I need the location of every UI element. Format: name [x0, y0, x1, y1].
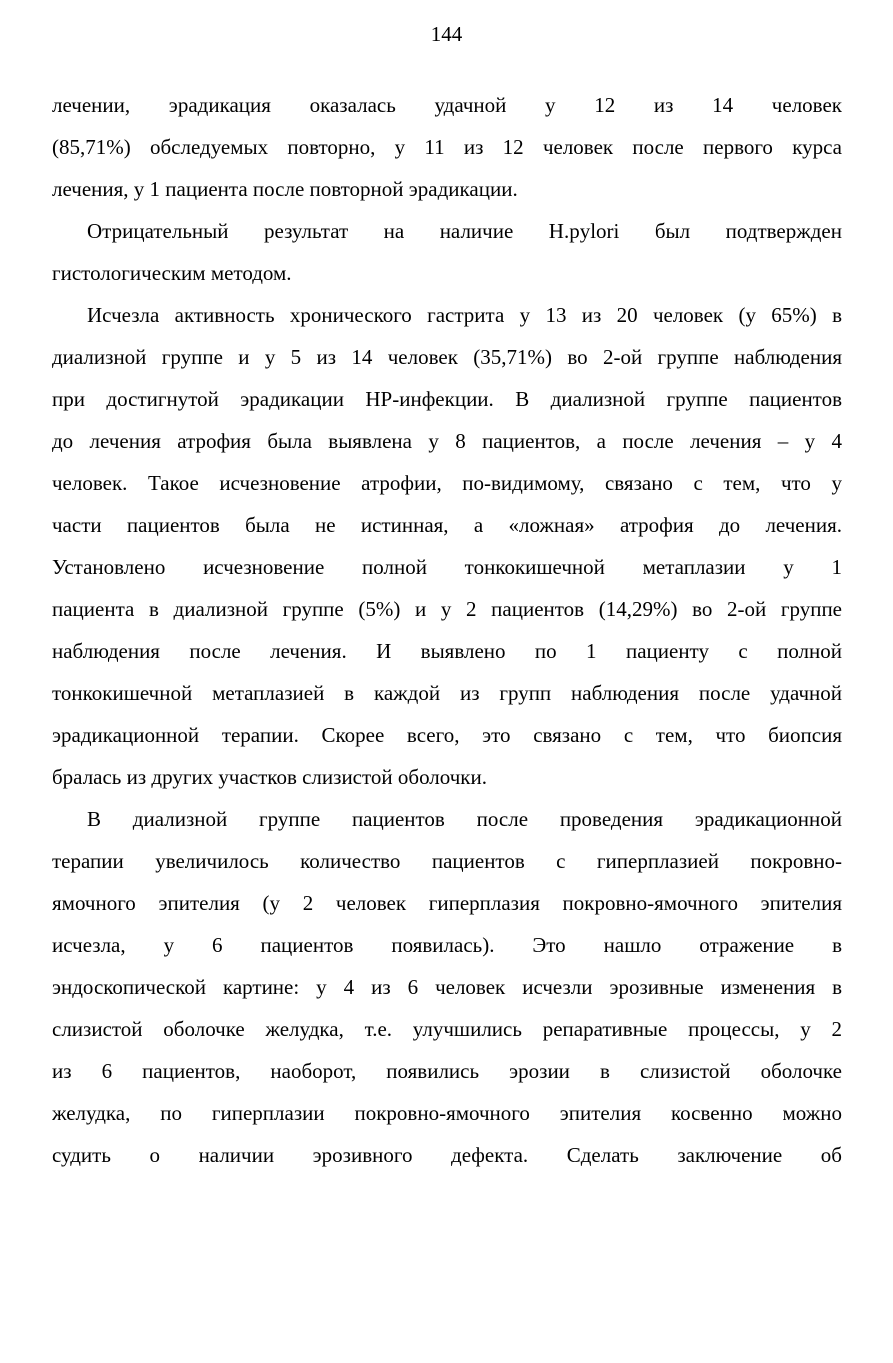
- text-line: терапии увеличилось количество пациентов с гиперплазией покровно-: [52, 849, 842, 873]
- text-line: лечения, у 1 пациента после повторной эрадикации.: [52, 177, 518, 201]
- text-line: В диализной группе пациентов после проведения эрадикационной: [87, 807, 842, 831]
- text-line: исчезла, у 6 пациентов появилась). Это нашло отражение в: [52, 933, 842, 957]
- text-line: гистологическим методом.: [52, 261, 292, 285]
- page-number: 144: [430, 22, 463, 46]
- text-line: до лечения атрофия была выявлена у 8 пациентов, а после лечения – у 4: [52, 429, 842, 453]
- text-line: тонкокишечной метаплазией в каждой из групп наблюдения после удачной: [52, 681, 842, 705]
- text-line: эрадикационной терапии. Скорее всего, это связано с тем, что биопсия: [52, 723, 842, 747]
- text-line: пациента в диализной группе (5%) и у 2 пациентов (14,29%) во 2-ой группе: [52, 597, 842, 621]
- text-line: слизистой оболочке желудка, т.е. улучшились репаративные процессы, у 2: [52, 1017, 842, 1041]
- text-line: желудка, по гиперплазии покровно-ямочного эпителия косвенно можно: [52, 1101, 842, 1125]
- text-line: при достигнутой эрадикации HP-инфекции. В диализной группе пациентов: [52, 387, 842, 411]
- text-line: эндоскопической картине: у 4 из 6 человек исчезли эрозивные изменения в: [52, 975, 842, 999]
- text-line: судить о наличии эрозивного дефекта. Сделать заключение об: [52, 1143, 842, 1167]
- text-line: лечении, эрадикация оказалась удачной у 12 из 14 человек: [52, 93, 842, 117]
- text-line: бралась из других участков слизистой оболочки.: [52, 765, 487, 789]
- text-line: Установлено исчезновение полной тонкокишечной метаплазии у 1: [52, 555, 842, 579]
- text-line: Отрицательный результат на наличие H.pylori был подтвержден: [87, 219, 842, 243]
- text-line: наблюдения после лечения. И выявлено по 1 пациенту с полной: [52, 639, 842, 663]
- text-line: человек. Такое исчезновение атрофии, по-видимому, связано с тем, что у: [52, 471, 842, 495]
- text-line: ямочного эпителия (у 2 человек гиперплазия покровно-ямочного эпителия: [52, 891, 842, 915]
- body-text: [52, 84, 842, 1176]
- text-line: части пациентов была не истинная, а «ложная» атрофия до лечения.: [52, 513, 842, 537]
- text-line: Исчезла активность хронического гастрита у 13 из 20 человек (у 65%) в: [87, 303, 842, 327]
- text-line: из 6 пациентов, наоборот, появились эрозии в слизистой оболочке: [52, 1059, 842, 1083]
- text-line: диализной группе и у 5 из 14 человек (35,71%) во 2-ой группе наблюдения: [52, 345, 842, 369]
- text-line: (85,71%) обследуемых повторно, у 11 из 12 человек после первого курса: [52, 135, 842, 159]
